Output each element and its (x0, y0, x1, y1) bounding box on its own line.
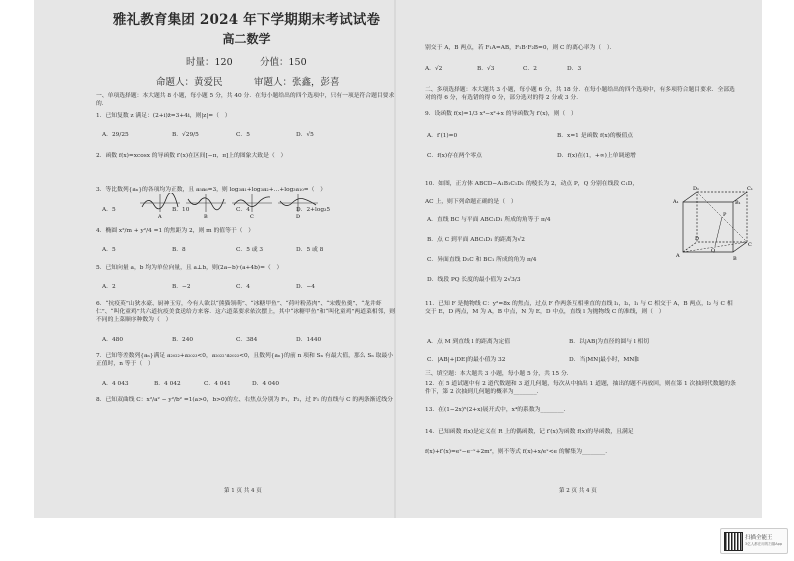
q11-option-b: B．以|AB|为直径的圆与 l 相切 (569, 339, 650, 345)
question-5: 5．已知向量 a，b 均为单位向量，且 a⊥b，则(2a−b)·(a+4b)=（ ） (96, 265, 283, 271)
question-4: 4．椭圆 x²/m + y²/4 =1 的焦距为 2，则 m 的值等于（ ） (96, 228, 255, 234)
question-11: 11．已知 F 是抛物线 C：y²=8x 的焦点，过点 F 作两条互相垂直的直线 l₁，l₂，l₁ 与 C 相交于 A，B 两点，l₂ 与 C 相交于 E，D 两点，M 为 A，B 中点，N 为 E，D 中点，直线 l 为抛物线 C 的准线，则（ ） (425, 301, 733, 315)
exam-time: 时量：120 (186, 57, 233, 68)
question-7: 7．已知等差数列{aₙ}满足 a₂₀₂₂+a₂₀₂₃<0，a₂₀₂₂·a₂₀₂₃<0，且数列{aₙ}的前 n 项和 Sₙ 有最大值，那么 Sₙ 取最小正值时，n 等于（ ） (96, 353, 394, 367)
exam-sheet (34, 0, 762, 518)
section-1-heading: 一、单项选择题：本大题共 8 小题，每小题 5 分，共 40 分．在每小题给出的四个选项中，只有一项是符合题目要求的． (96, 93, 395, 107)
q6-option-d: D．1440 (296, 337, 322, 343)
q8-option-b: B．√3 (477, 66, 495, 72)
exam-title: 雅礼教育集团 2024 年下学期期末考试试卷 (112, 12, 381, 28)
q7-option-c: C．4 041 (204, 381, 231, 387)
q4-option-a: A．5 (102, 247, 116, 253)
q1-option-c: C．5 (236, 132, 250, 138)
q5-option-d: D．−4 (296, 284, 315, 290)
q2-graph-options (138, 193, 322, 219)
question-1: 1．已知复数 z 满足：(2+i)z̄=3+4i，则|z|=（ ） (96, 113, 231, 119)
q3-option-b: B．10 (172, 207, 190, 213)
question-8: 8．已知双曲线 C：x²/a² − y²/b² =1(a>0，b>0)的左、右焦点分别为 F₁，F₂，过 F₁ 的直线与 C 的两条渐近线分 (96, 397, 393, 403)
cube-label-c: C (748, 242, 752, 248)
cube-label-a1: A₁ (673, 199, 679, 205)
q3-option-d: D．2+log₃5 (296, 207, 331, 213)
question-13: 13．在(1−2x)⁵(2+x)展开式中，x⁴的系数为________． (425, 407, 570, 413)
exam-reviewer: 审题人：张鑫，彭喜 (254, 77, 340, 88)
q6-option-c: C．384 (236, 337, 258, 343)
q11-option-a: A．点 M 到直线 l 的距离为定值 (427, 339, 511, 345)
cube-label-q: Q (711, 248, 716, 254)
question-10-line2: AC 上，则下列命题正确的是（ ） (425, 199, 517, 205)
question-12: 12．在 5 道试题中有 2 道代数题和 3 道几何题，每次从中抽出 1 道题，抽出的题不再放回，则在第 1 次抽到代数题的条件下，第 2 次抽到几何题的概率为________． (425, 381, 736, 395)
q3-option-a: A．5 (102, 207, 116, 213)
q5-option-a: A．2 (102, 284, 116, 290)
question-10: 10．如图，正方体 ABCD−A₁B₁C₁D₁ 的棱长为 2，动点 P，Q 分别在线段 C₁D， (425, 181, 639, 187)
question-6: 6．“抗疫英”山狄水豪、厨神玉穷，今有人欲以“熊猫领萌”、“冰糖甲鱼”、“荷叶粉蒸肉”、“宋嫂鱼羹”、“龙井虾仁”、“叫化童鸡”共六道抗疫美食送给方来客．这六道菜要求依次摆上，其中“冰糖甲鱼”和“叫化童鸡”两道菜相邻，则不同的上菜顺序种数为（ ） (96, 301, 395, 323)
scanner-app-tagline: 3亿人都在用的扫描App (745, 542, 783, 546)
scanner-app-name: 扫描全能王 (745, 535, 773, 541)
q4-option-c: C．5 或 3 (236, 247, 264, 253)
exam-author: 命题人：黄爱民 (156, 77, 223, 88)
question-8-continued: 别交于 A，B 两点，若 F₁A=AB，F₁B·F₂B=0，则 C 的离心率为（ ）． (425, 45, 616, 51)
q5-option-b: B．−2 (172, 284, 191, 290)
cube-label-a: A (676, 253, 680, 259)
page-2 (419, 8, 754, 508)
q10-option-c: C．异面直线 D₁C 和 BC₁ 所成的角为 π/4 (427, 257, 537, 263)
page-2-footer: 第 2 页 共 4 页 (559, 488, 597, 494)
q7-option-d: D．4 040 (252, 381, 280, 387)
q2-graph-c (232, 194, 272, 219)
cube-label-d1: D₁ (693, 186, 700, 192)
q11-option-d: D．当|MN|最小时，MN∥l (569, 357, 639, 363)
question-14-line2: f(x)+f′(x)=eˣ−e⁻ˣ+2m²，则不等式 f(x)+x/eˣ<e 的解集为________． (425, 449, 611, 455)
question-2: 2．函数 f(x)=xcosx 的导函数 f′(x)在区间[−π，π]上的图象大致是（ ） (96, 153, 287, 159)
cube-label-b1: B₁ (735, 200, 741, 206)
cube-label-b: B (733, 256, 737, 262)
q9-option-b: B．x=1 是函数 f(x)的极值点 (557, 133, 634, 139)
q8-option-a: A．√2 (425, 66, 443, 72)
q1-option-b: B．√29/5 (172, 132, 199, 138)
qr-code-icon (724, 532, 743, 551)
q2-graph-b (186, 194, 226, 219)
exam-subject: 高二数学 (222, 32, 271, 46)
q2-graph-a (140, 193, 180, 219)
section-2-heading: 二、多项选择题：本大题共 3 小题，每小题 6 分，共 18 分．在每小题给出的四个选项中，有多项符合题目要求．全部选对的得 6 分，有选错的得 0 分，部分选对的得 2 分或 3 分． (425, 87, 735, 101)
question-14: 14．已知函数 f(x)是定义在 R 上的偶函数，记 f′(x)为函数 f(x)的导函数，且满足 (425, 429, 634, 435)
q8-option-d: D．3 (567, 66, 582, 72)
q8-option-c: C．2 (523, 66, 537, 72)
q7-option-b: B．4 042 (154, 381, 181, 387)
q4-option-d: D．5 或 8 (296, 247, 324, 253)
q2-label-c: C (250, 214, 254, 219)
exam-score: 分值：150 (260, 57, 307, 68)
cube-label-p: P (723, 212, 727, 218)
question-9: 9．设函数 f(x)=1/3 x³−x²+x 的导函数为 f′(x)，则（ ） (425, 111, 577, 117)
cube-label-c1: C₁ (747, 186, 753, 192)
q3-option-c: C．4 (236, 207, 250, 213)
cube-figure (667, 184, 753, 264)
q10-option-a: A．直线 BC 与平面 ABC₁D₁ 所成的角等于 π/4 (427, 217, 551, 223)
section-3-heading: 三、填空题：本大题共 3 小题，每小题 5 分，共 15 分． (425, 371, 573, 377)
q10-option-d: D．线段 PQ 长度的最小值为 2√3/3 (427, 277, 521, 283)
q9-option-a: A．f′(1)=0 (427, 133, 458, 139)
q2-label-d: D (296, 214, 301, 219)
scanner-watermark (720, 528, 788, 554)
q4-option-b: B．8 (172, 247, 186, 253)
q9-option-d: D．f(x)在(1，+∞)上单调递增 (557, 153, 636, 159)
q11-option-c: C．|AB|+|DE|的最小值为 32 (427, 357, 506, 363)
q2-graph-d (278, 194, 318, 219)
cube-label-d: D (695, 236, 700, 242)
q5-option-c: C．4 (236, 284, 250, 290)
q1-option-d: D．√5 (296, 132, 314, 138)
q1-option-a: A．29/25 (102, 132, 129, 138)
q2-label-b: B (204, 214, 208, 219)
question-3: 3．等比数列{aₙ}的各项均为正数，且 a₅a₆=3，则 log₃a₁+log₃a₂+…+log₃a₁₀=（ ） (96, 187, 326, 193)
page-1-footer: 第 1 页 共 4 页 (224, 488, 262, 494)
page-1 (74, 8, 419, 508)
q9-option-c: C．f(x)存在两个零点 (427, 153, 482, 159)
q6-option-a: A．480 (102, 337, 124, 343)
q2-label-a: A (158, 214, 162, 219)
q6-option-b: B．240 (172, 337, 194, 343)
q7-option-a: A．4 043 (102, 381, 129, 387)
q10-option-b: B．点 C 到平面 ABC₁D₁ 的距离为√2 (427, 237, 525, 243)
